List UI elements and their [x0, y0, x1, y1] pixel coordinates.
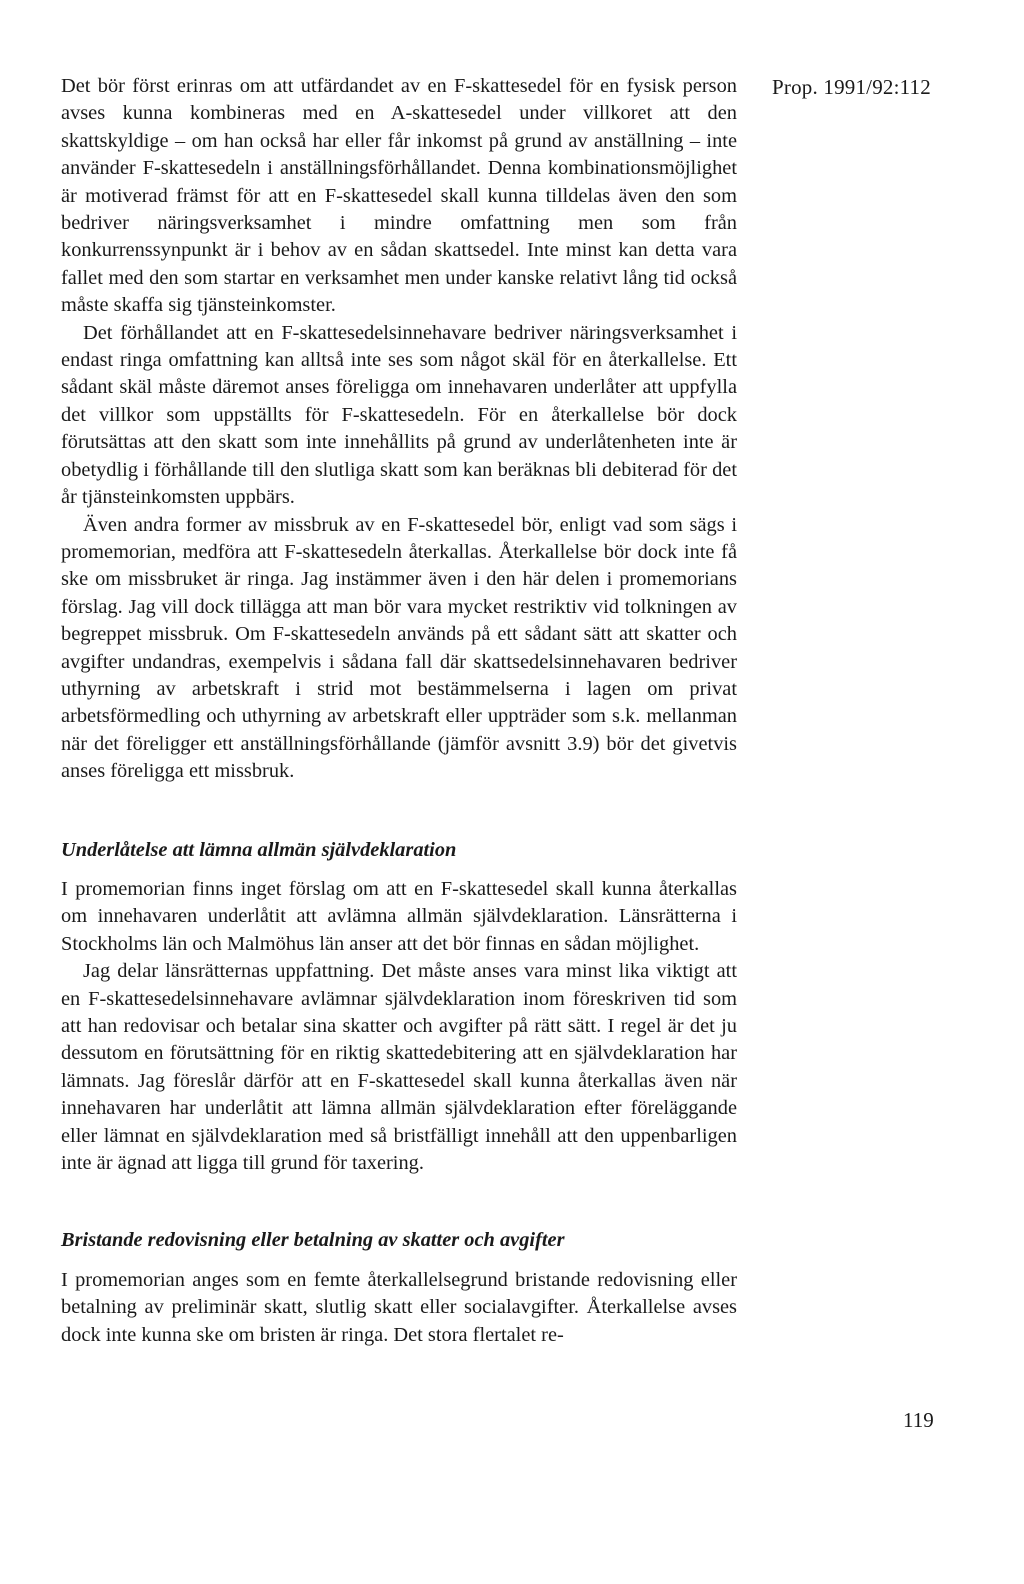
section-self-declaration — [61, 837, 737, 1178]
paragraph: Jag delar länsrätternas uppfattning. Det måste anses vara minst lika viktigt att en F-skattesedelsinnehavare avlämnar självdeklaration inom föreskriven tid som att han redovisar och betalar sina skatter och avgifter på rätt sätt. I regel är det ju dessutom en förutsättning för en riktig skattedebitering att en självdeklaration har lämnats. Jag föreslår därför att en F-skattesedel skall kunna återkallas även när innehavaren har underlåtit att lämna allmän självdeklaration efter föreläggande eller lämnat en självdeklaration med så bristfälligt innehåll att den uppenbarligen inte är ägnad att ligga till grund för taxering. — [61, 960, 737, 1175]
main-text-column — [61, 73, 737, 1349]
paragraph: Det bör först erinras om att utfärdandet av en F-skattesedel för en fysisk person avses kunna kombineras med en A-skattesedel under villkoret att den skattskyldige – om han också har eller får inkomst på grund av anställning – inte använder F-skattesedeln i anställningsförhållandet. Denna kombinationsmöjlighet är motiverad främst för att en F-skattesedel skall kunna tilldelas även den som bedriver näringsverksamhet i mindre omfattning men som från konkurrenssynpunkt är i behov av en sådan skattsedel. Inte minst kan detta vara fallet med den som startar en verksamhet men under kanske relativt lång tid också måste skaffa sig tjänsteinkomster. — [61, 75, 737, 317]
prop-reference: Prop. 1991/92:112 — [772, 75, 931, 99]
section-heading: Bristande redovisning eller betalning av skatter och avgifter — [61, 1229, 565, 1252]
paragraph: I promemorian finns inget förslag om att en F-skattesedel skall kunna återkallas om innehavaren underlåtit att avlämna allmän självdeklaration. Länsrätterna i Stockholms län och Malmöhus län anser att det bör finnas en sådan möjlighet. — [61, 877, 737, 955]
section-tax-reporting — [61, 1227, 737, 1349]
intro-section — [61, 73, 737, 786]
paragraph: Det förhållandet att en F-skattesedelsinnehavare bedriver näringsverksamhet i endast ringa omfattning kan alltså inte ses som något skäl för en återkallelse. Ett sådant skäl måste däremot anses föreligga om innehavaren underlåter att uppfylla det villkor som uppställts för F-skattesedeln. För en återkallelse bör dock förutsättas att den skatt som inte innehållits på grund av underlåtenheten inte är obetydlig i förhållande till den slutliga skatt som kan beräknas bli debiterad för det år tjänsteinkomsten uppbärs. — [61, 321, 737, 509]
page-number: 119 — [903, 1408, 934, 1432]
paragraph: I promemorian anges som en femte återkallelsegrund bristande redovisning eller betalning av preliminär skatt, slutlig skatt eller socialavgifter. Återkallelse avses dock inte kunna ske om bristen är ringa. Det stora flertalet re- — [61, 1268, 737, 1346]
paragraph: Även andra former av missbruk av en F-skattesedel bör, enligt vad som sägs i promemorian, medföra att F-skattesedeln återkallas. Återkallelse bör dock inte få ske om missbruket är ringa. Jag instämmer även i den här delen i promemorians förslag. Jag vill dock tillägga att man bör vara mycket restriktiv vid tolkningen av begreppet missbruk. Om F-skattesedeln används på ett sådant sätt att skatter och avgifter undandras, exempelvis i sådana fall där skattsedelsinnehavaren bedriver uthyrning av arbetskraft i strid mot bestämmelserna i lagen om privat arbetsförmedling och uthyrning av arbetskraft eller uppträder som s.k. mellanman när det föreligger ett anställningsförhållande (jämför avsnitt 3.9) bör det givetvis anses föreligga ett missbruk. — [61, 513, 737, 783]
section-heading: Underlåtelse att lämna allmän självdeklaration — [61, 838, 457, 861]
